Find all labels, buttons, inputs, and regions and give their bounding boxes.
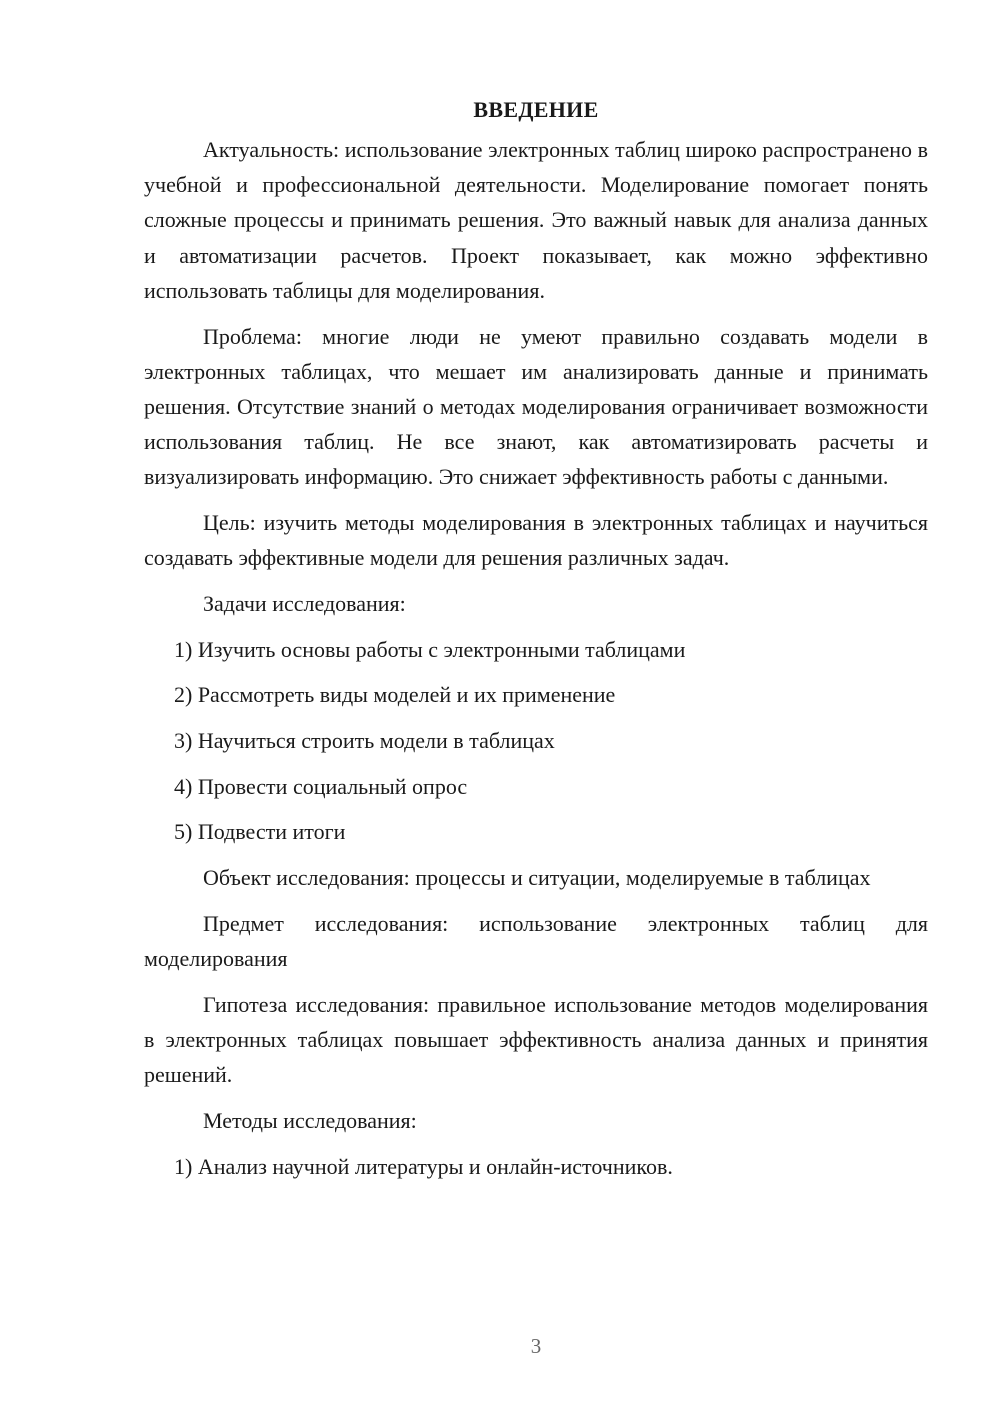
tasks-heading: Задачи исследования: <box>203 590 406 616</box>
object-paragraph: Объект исследования: процессы и ситуации, моделируемые в таблицах <box>203 865 871 891</box>
page-number: 3 <box>530 1334 542 1358</box>
list-item: 1) Изучить основы работы с электронными таблицами <box>174 636 686 662</box>
subject-paragraph: Предмет исследования: использование электронных таблиц для моделирования <box>144 910 928 972</box>
document-page <box>144 92 928 1194</box>
methods-list <box>144 1149 928 1184</box>
list-item: 2) Рассмотреть виды моделей и их применение <box>174 682 616 708</box>
tasks-list <box>144 632 928 850</box>
section-title: ВВЕДЕНИЕ <box>473 97 599 122</box>
methods-heading: Методы исследования: <box>203 1107 417 1133</box>
list-item: 5) Подвести итоги <box>174 819 346 845</box>
goal-paragraph: Цель: изучить методы моделирования в электронных таблицах и научиться создавать эффективные модели для решения различных задач. <box>144 510 928 571</box>
hypothesis-paragraph: Гипотеза исследования: правильное использование методов моделирования в электронных таблицах повышает эффективность анализа данных и принятия решений. <box>144 991 928 1088</box>
problem-paragraph: Проблема: многие люди не умеют правильно создавать модели в электронных таблицах, что мешает им анализировать данные и принимать решения. Отсутствие знаний о методах моделирования ограничивает возможности использования таблиц. Не все знают, как автоматизировать расчеты и визуализировать информацию. Это снижает эффективность работы с данными. <box>144 323 928 490</box>
list-item: 4) Провести социальный опрос <box>174 773 468 799</box>
list-item: 3) Научиться строить модели в таблицах <box>174 728 555 754</box>
relevance-paragraph: Актуальность: использование электронных таблиц широко распространено в учебной и профессиональной деятельности. Моделирование помогает понять сложные процессы и принимать решения. Это важный навык для анализа данных и автоматизации расчетов. Проект показывает, как можно эффективно использовать таблицы для моделирования. <box>144 137 928 303</box>
list-item: 1) Анализ научной литературы и онлайн-источников. <box>174 1153 673 1179</box>
